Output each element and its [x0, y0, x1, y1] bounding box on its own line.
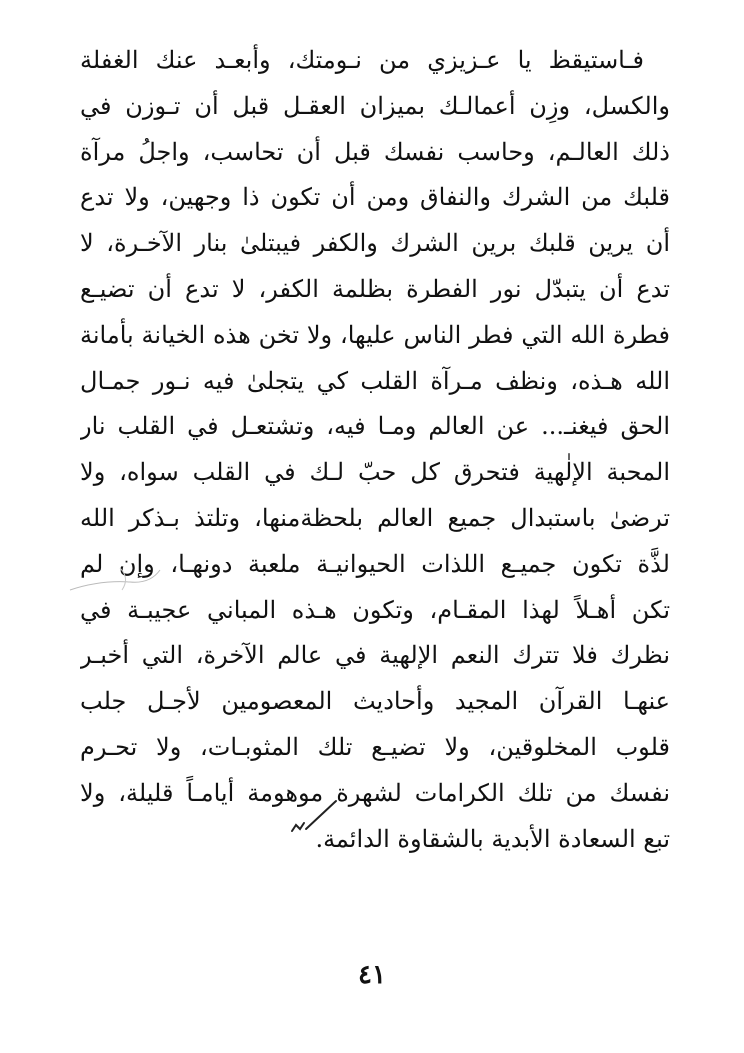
- text-line-18: تبع السعادة الأبدية بالشقاوة الدائمة.: [315, 824, 670, 853]
- text-line-6: تدع أن يتبدّل نور الفطرة بظلمة الكفر، لا تدع أن تضيـع: [80, 274, 670, 303]
- text-line-13: تكن أهـلاً لهذا المقـام، وتكون هـذه المباني عجيبـة في: [80, 595, 670, 624]
- text-line-5: أن يرين قلبك برين الشرك والكفر فيبتلىٰ بنار الآخـرة، لا: [80, 229, 670, 258]
- text-line-4: قلبك من الشرك والنفاق ومن أن تكون ذا وجهين، ولا تدع: [80, 183, 670, 212]
- text-line-16: قلوب المخلوقين، ولا تضيـع تلك المثوبـات، ولا تحـرم: [80, 732, 670, 761]
- body-text: [80, 38, 670, 862]
- text-line-15: عنهـا القرآن المجيد وأحاديث المعصومين لأجـل جلب: [80, 687, 670, 716]
- text-line-14: نظرك فلا تترك النعم الإلهية في عالم الآخرة، التي أخبـر: [80, 641, 670, 670]
- text-line-10: المحبة الإلٰهية فتحرق كل حبّ لـك في القلب سواه، ولا: [80, 458, 670, 487]
- text-line-3: ذلك العالـم، وحاسب نفسك قبل أن تحاسب، واجلُ مرآة: [80, 137, 670, 166]
- text-line-12: لذَّة تكون جميـع اللذات الحيوانيـة ملعبة دونهـا، وإن لم: [80, 549, 670, 578]
- margin-scribble: [60, 560, 170, 600]
- text-line-1: فـاستيقظ يا عـزيزي من نـومتك، وأبعـد عنك الغفلة: [80, 46, 644, 74]
- text-line-2: والكسل، وزِن أعمالـك بميزان العقـل قبل أن تـوزن في: [80, 91, 670, 120]
- text-line-7: فطرة الله التي فطر الناس عليها، ولا تخن هذه الخيانة بأمانة: [80, 320, 670, 349]
- text-line-8: الله هـذه، ونظف مـرآة القلب كي يتجلىٰ فيه نـور جمـال: [80, 366, 670, 395]
- page-number: ٤١: [358, 960, 386, 990]
- text-line-17: نفسك من تلك الكرامات لشهرة موهومة أيامـاً قليلة، ولا: [80, 778, 670, 807]
- text-line-9: الحق فيغنـ... عن العالم ومـا فيه، وتشتعـل في القلب نار: [80, 412, 670, 441]
- text-line-11: ترضىٰ باستبدال جميع العالم بلحظةمنها، وتلتذ بـذكر الله: [80, 503, 670, 532]
- end-of-section-mark: [284, 795, 344, 845]
